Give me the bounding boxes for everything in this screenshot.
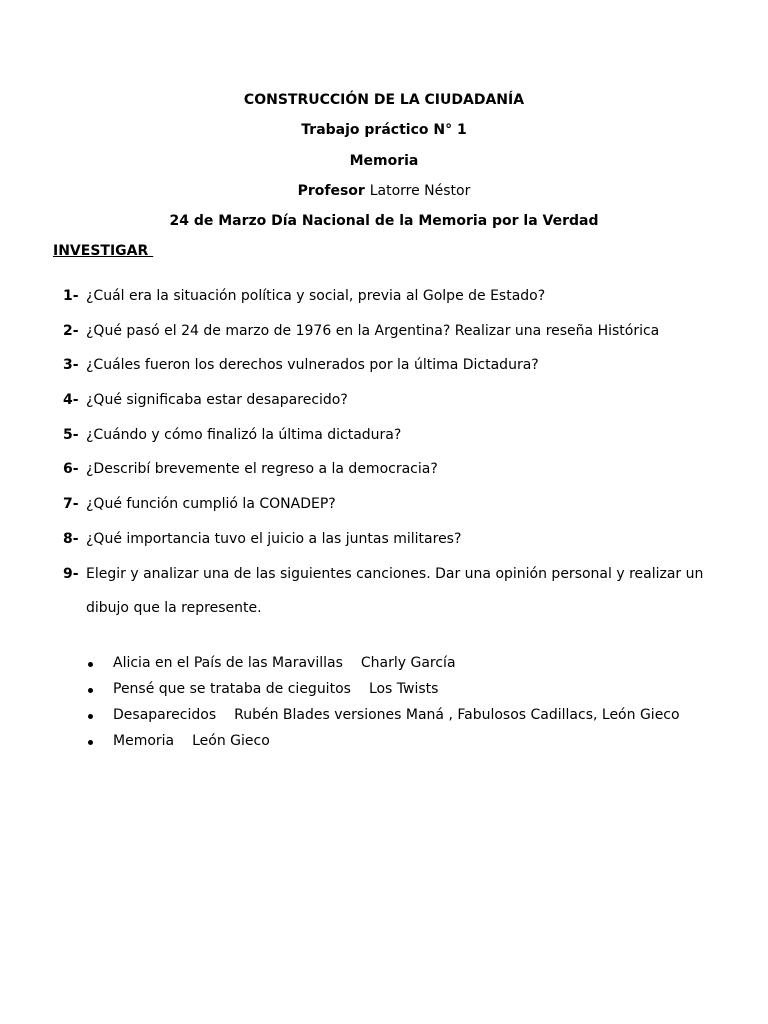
question-text: ¿Cuáles fueron los derechos vulnerados por la última Dictadura? bbox=[86, 357, 539, 373]
bullet-icon bbox=[88, 688, 93, 693]
song-title: Pensé que se trataba de cieguitos bbox=[113, 681, 351, 697]
question-text: ¿Qué importancia tuvo el juicio a las juntas militares? bbox=[86, 531, 462, 547]
document-subtitle: Trabajo práctico N° 1 bbox=[301, 122, 467, 138]
question-number: 1- bbox=[63, 288, 79, 304]
date-line: 24 de Marzo Día Nacional de la Memoria por la Verdad bbox=[169, 213, 599, 229]
bullet-icon bbox=[88, 714, 93, 719]
question-number: 4- bbox=[63, 392, 79, 408]
professor-line bbox=[0, 183, 768, 199]
document-topic: Memoria bbox=[349, 153, 419, 169]
question-number: 2- bbox=[63, 323, 79, 339]
song-title: Memoria bbox=[113, 733, 175, 749]
question-text: ¿Qué significaba estar desaparecido? bbox=[86, 392, 348, 408]
question-text: ¿Qué función cumplió la CONADEP? bbox=[86, 496, 336, 512]
bullet-icon bbox=[88, 662, 93, 667]
section-heading: INVESTIGAR bbox=[53, 243, 154, 259]
song-artist: Rubén Blades versiones Maná , Fabulosos Cadillacs, León Gieco bbox=[234, 707, 680, 723]
song-title: Alicia en el País de las Maravillas bbox=[113, 655, 343, 671]
question-text-continuation: dibujo que la represente. bbox=[86, 600, 262, 616]
question-number: 3- bbox=[63, 357, 79, 373]
song-artist: Los Twists bbox=[368, 681, 439, 697]
question-number: 6- bbox=[63, 461, 79, 477]
question-number: 8- bbox=[63, 531, 79, 547]
question-text: ¿Cuándo y cómo finalizó la última dictadura? bbox=[86, 427, 402, 443]
question-text: ¿Cuál era la situación política y social, previa al Golpe de Estado? bbox=[86, 288, 546, 304]
question-number: 7- bbox=[63, 496, 79, 512]
song-artist: Charly García bbox=[360, 655, 456, 671]
professor-name: Latorre Néstor bbox=[369, 183, 471, 199]
question-text: ¿Describí brevemente el regreso a la democracia? bbox=[86, 461, 438, 477]
song-title: Desaparecidos bbox=[113, 707, 217, 723]
question-text: Elegir y analizar una de las siguientes canciones. Dar una opinión personal y realizar un bbox=[86, 566, 704, 582]
bullet-icon bbox=[88, 740, 93, 745]
document-title: CONSTRUCCIÓN DE LA CIUDADANÍA bbox=[243, 92, 525, 108]
song-artist: León Gieco bbox=[192, 733, 270, 749]
question-number: 9- bbox=[63, 566, 79, 582]
question-number: 5- bbox=[63, 427, 79, 443]
question-text: ¿Qué pasó el 24 de marzo de 1976 en la Argentina? Realizar una reseña Histórica bbox=[86, 323, 660, 339]
professor-label: Profesor bbox=[297, 183, 365, 199]
